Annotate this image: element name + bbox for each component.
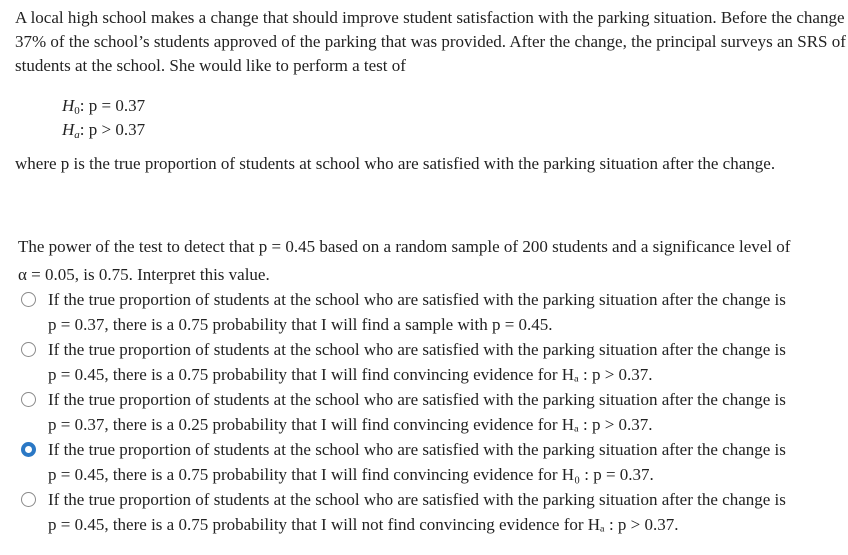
null-hypothesis: $H_0$: p = 0.37 [62,96,146,117]
choice-a-line-1: If the true proportion of students at the school who are satisfied with the parking situation after the change is [48,290,786,309]
problem-intro [15,6,848,78]
choice-e-line-1: If the true proportion of students at the school who are satisfied with the parking situation after the change is [48,490,786,509]
choice-d-line-2: p = 0.45, there is a 0.75 probability that I will find convincing evidence for H₀ : p = 0.37. [48,465,654,484]
radio-button-icon[interactable] [21,442,36,457]
choice-b-line-2: p = 0.45, there is a 0.75 probability that I will find convincing evidence for Hₐ : p > 0.37. [48,365,653,384]
intro-line-1: A local high school makes a change that should improve student satisfaction with the parking situation. Before the change [15,8,845,27]
radio-button-icon[interactable] [21,342,36,357]
alternative-hypothesis: $H_a$: p > 0.37 [62,120,146,141]
question-line-2: α = 0.05, is 0.75. Interpret this value. [18,265,270,284]
question-prompt [18,233,790,289]
choice-a-line-2: p = 0.37, there is a 0.75 probability that I will find a sample with p = 0.45. [48,315,553,334]
choice-d-line-1: If the true proportion of students at the school who are satisfied with the parking situation after the change is [48,440,786,459]
radio-button-icon[interactable] [21,392,36,407]
parameter-definition: where p is the true proportion of students at school who are satisfied with the parking situation after the change. [15,154,776,173]
choice-e-line-2: p = 0.45, there is a 0.75 probability that I will not find convincing evidence for Hₐ : p > 0.37. [48,515,679,534]
radio-button-icon[interactable] [21,492,36,507]
intro-line-2: 37% of the school’s students approved of the parking that was provided. After the change, the principal surveys an SRS of [15,32,846,51]
choice-c-line-1: If the true proportion of students at the school who are satisfied with the parking situation after the change is [48,390,786,409]
choice-c-line-2: p = 0.37, there is a 0.25 probability that I will find convincing evidence for Hₐ : p > 0.37. [48,415,653,434]
question-line-1: The power of the test to detect that p = 0.45 based on a random sample of 200 students and a significance level of [18,237,791,256]
intro-line-3: students at the school. She would like to perform a test of [15,56,406,75]
choice-b-line-1: If the true proportion of students at the school who are satisfied with the parking situation after the change is [48,340,786,359]
hypotheses [62,94,145,142]
radio-button-icon[interactable] [21,292,36,307]
